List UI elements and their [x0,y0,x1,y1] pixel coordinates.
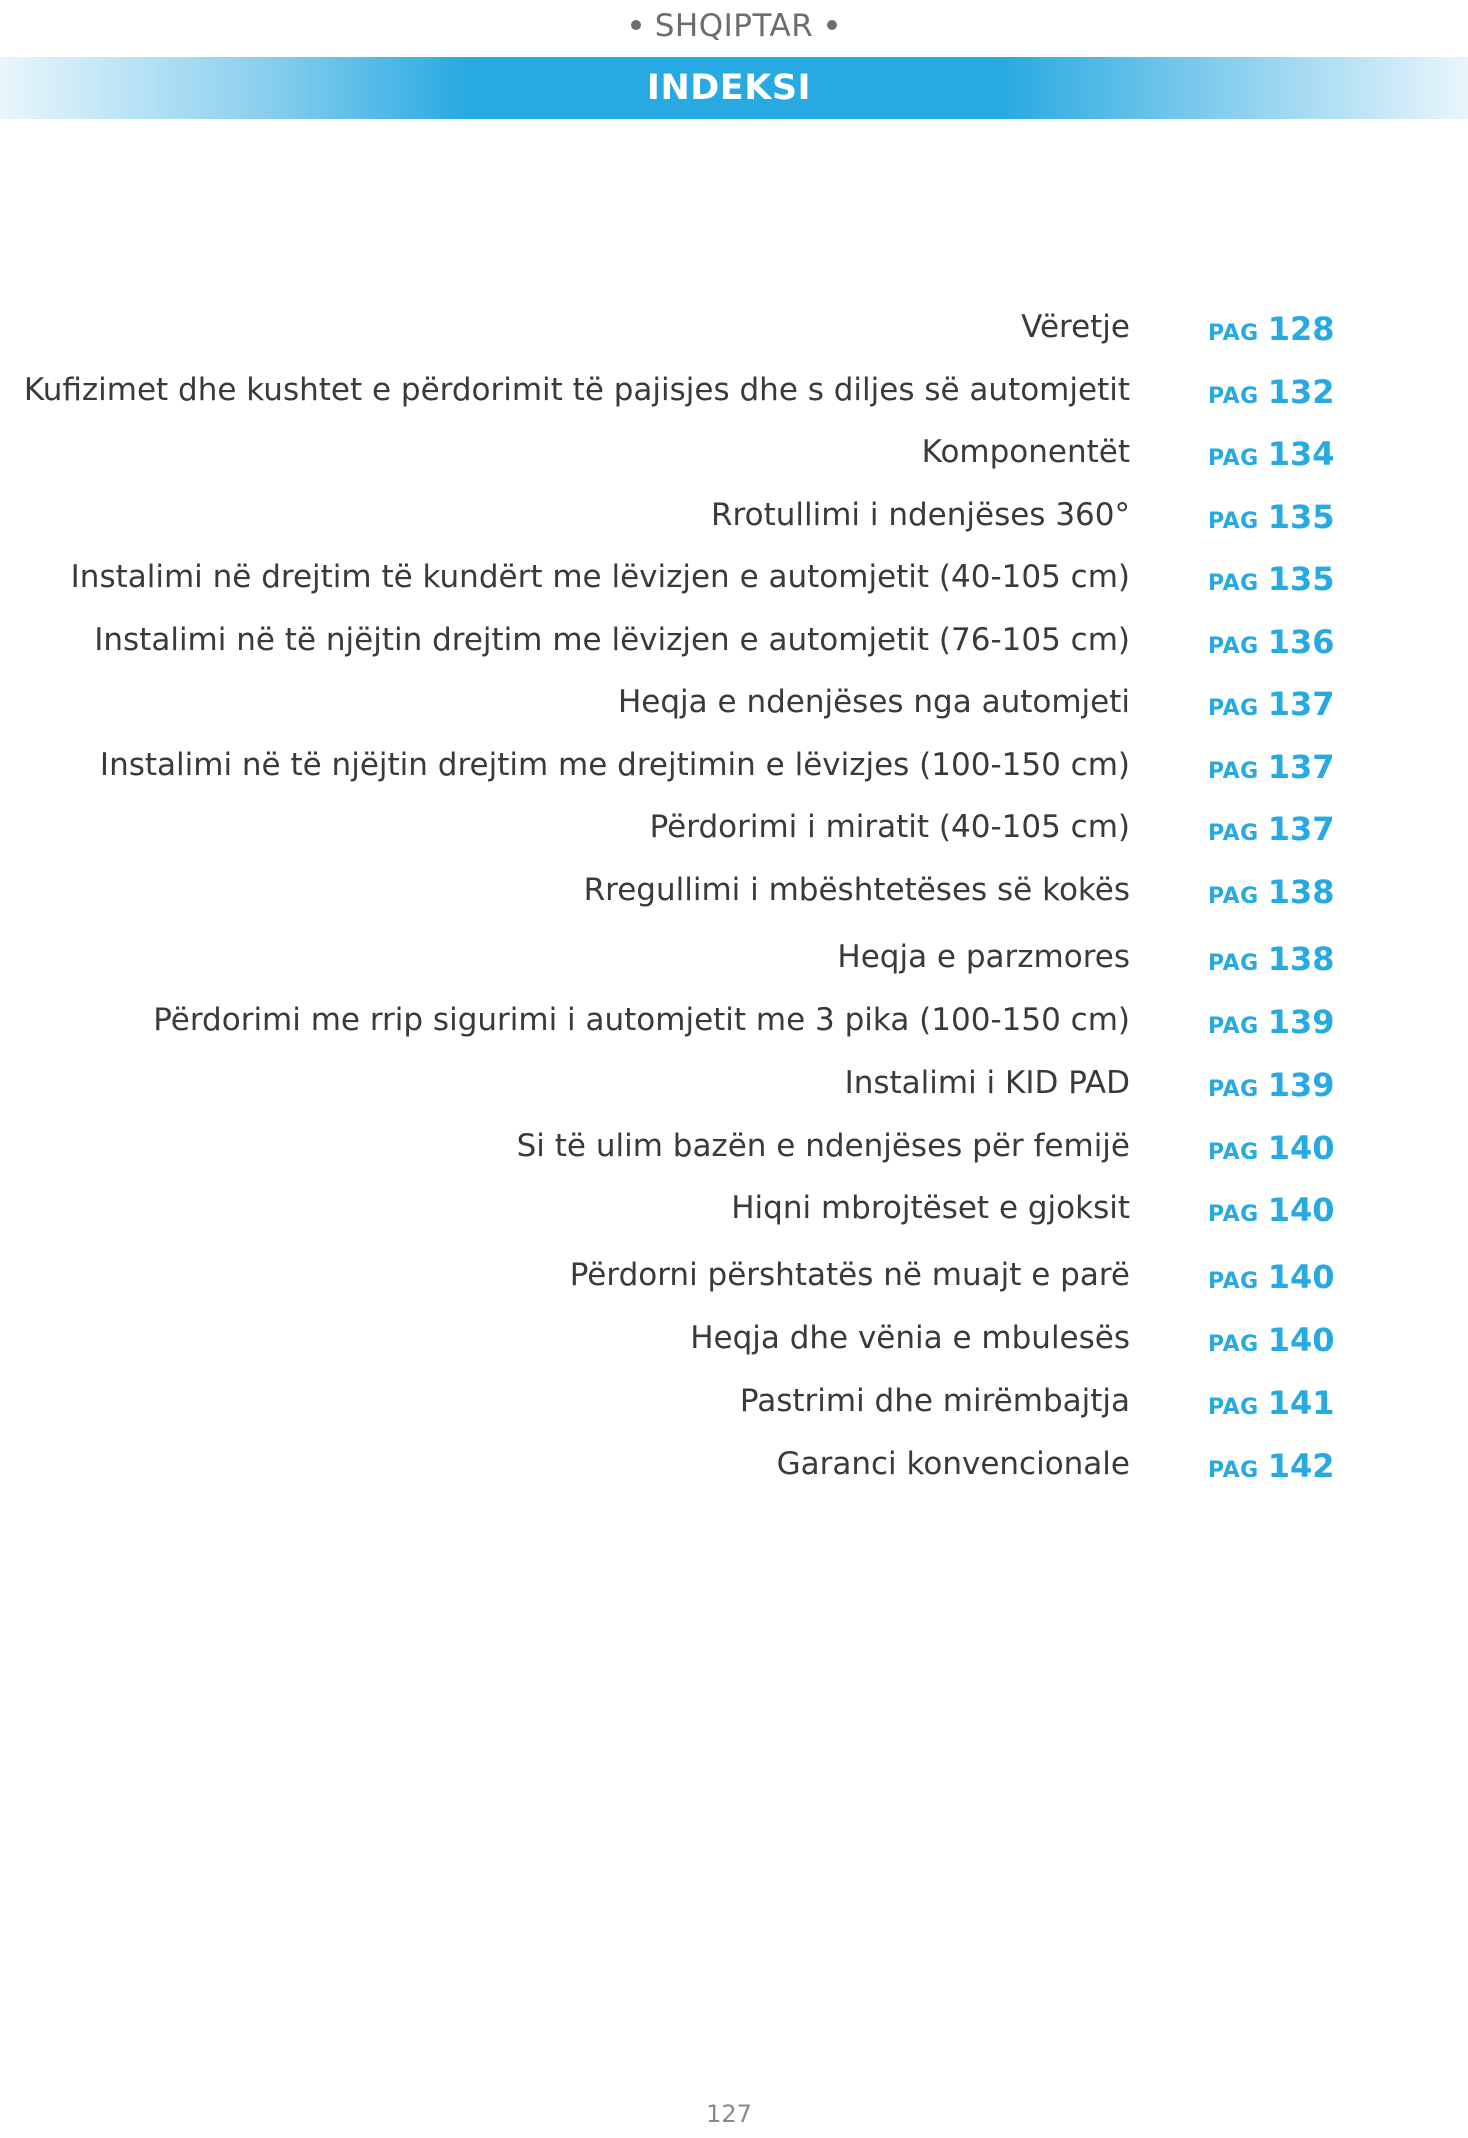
toc-entry[interactable] [0,1061,1468,1123]
page-prefix: PAG [1208,571,1259,596]
toc-entry[interactable] [0,1186,1468,1248]
toc-entry-label: Heqja dhe vënia e mbulesës [690,1320,1130,1356]
page-prefix: PAG [1208,1269,1259,1294]
toc-entry-label: Instalimi në drejtim të kundërt me lëvizjen e automjetit (40-105 cm) [70,559,1130,595]
toc-entry-page[interactable] [1208,432,1335,482]
toc-entry-page[interactable] [1208,370,1335,420]
toc-entry-label: Instalimi i KID PAD [844,1065,1130,1101]
page-number-ref: 138 [1267,940,1335,978]
page-title: INDEKSI [646,68,812,108]
toc-entry[interactable] [0,555,1468,617]
toc-entry-page[interactable] [1208,557,1335,607]
page-prefix: PAG [1208,446,1259,471]
toc-entry[interactable] [0,743,1468,805]
toc-entry[interactable] [0,618,1468,680]
page-number-ref: 140 [1267,1258,1335,1296]
toc-entry-label: Rrotullimi i ndenjëses 360° [711,497,1130,533]
page-prefix: PAG [1208,951,1259,976]
page-number-ref: 136 [1267,623,1335,661]
toc-entry[interactable] [0,935,1468,997]
toc-entry-label: Komponentët [921,434,1130,470]
toc-entry-label: Përdorni përshtatës në muajt e parë [569,1257,1130,1293]
toc-entry[interactable] [0,305,1468,367]
toc-entry-label: Pastrimi dhe mirëmbajtja [739,1383,1130,1419]
toc-entry[interactable] [0,1316,1468,1378]
page-number-ref: 140 [1267,1129,1335,1167]
toc-entry-label: Garanci konvencionale [776,1446,1130,1482]
toc-entry[interactable] [0,430,1468,492]
language-header [0,6,1468,46]
page-number-ref: 135 [1267,498,1335,536]
page-number-ref: 135 [1267,560,1335,598]
page-number-ref: 134 [1267,435,1335,473]
toc-entry[interactable] [0,1253,1468,1315]
toc-entry-page[interactable] [1208,307,1335,357]
page-prefix: PAG [1208,759,1259,784]
page-prefix: PAG [1208,1077,1259,1102]
toc-entry-label: Rregullimi i mbështetëses së kokës [583,872,1130,908]
toc-entry[interactable] [0,998,1468,1060]
bullet-dot-icon [631,20,641,30]
toc-entry-page[interactable] [1208,1063,1335,1113]
page-prefix: PAG [1208,1202,1259,1227]
toc-entry[interactable] [0,805,1468,867]
toc-entry[interactable] [0,868,1468,930]
toc-entry-page[interactable] [1208,870,1335,920]
toc-entry-label: Kufizimet dhe kushtet e përdorimit të pajisjes dhe s diljes së automjetit [23,372,1130,408]
page-number-ref: 139 [1267,1066,1335,1104]
page-prefix: PAG [1208,321,1259,346]
page-number-ref: 137 [1267,748,1335,786]
page-prefix: PAG [1208,1140,1259,1165]
page-prefix: PAG [1208,634,1259,659]
toc-entry[interactable] [0,1379,1468,1441]
page-prefix: PAG [1208,1014,1259,1039]
page-prefix: PAG [1208,509,1259,534]
page-number-ref: 142 [1267,1447,1335,1485]
toc-entry-label: Si të ulim bazën e ndenjëses për femijë [516,1128,1130,1164]
page-prefix: PAG [1208,384,1259,409]
toc-entry-page[interactable] [1208,1000,1335,1050]
bullet-dot-icon [827,20,837,30]
toc-entry-label: Heqja e parzmores [837,939,1130,975]
toc-entry[interactable] [0,1442,1468,1504]
page-number-ref: 140 [1267,1321,1335,1359]
toc-entry-label: Përdorimi i miratit (40-105 cm) [649,809,1130,845]
toc-entry-label: Hiqni mbrojtëset e gjoksit [731,1190,1130,1226]
page-prefix: PAG [1208,884,1259,909]
page-number-ref: 141 [1267,1384,1335,1422]
toc-entry-label: Heqja e ndenjëses nga automjeti [618,684,1130,720]
toc-entry[interactable] [0,493,1468,555]
page-prefix: PAG [1208,1458,1259,1483]
toc-entry-page[interactable] [1208,620,1335,670]
toc-entry-page[interactable] [1208,807,1335,857]
toc-entry[interactable] [0,680,1468,742]
page-number-ref: 137 [1267,685,1335,723]
page-prefix: PAG [1208,1332,1259,1357]
page-number-ref: 138 [1267,873,1335,911]
toc-entry-page[interactable] [1208,1188,1335,1238]
toc-entry-page[interactable] [1208,682,1335,732]
toc-entry-page[interactable] [1208,1381,1335,1431]
page-number: 127 [706,2100,752,2128]
page-number-ref: 128 [1267,310,1335,348]
page-number-ref: 132 [1267,373,1335,411]
toc-entry[interactable] [0,1124,1468,1186]
toc-entry-label: Instalimi në të njëjtin drejtim me lëvizjen e automjetit (76-105 cm) [94,622,1130,658]
language-label: SHQIPTAR [654,8,814,44]
toc-entry-page[interactable] [1208,937,1335,987]
page-number-ref: 139 [1267,1003,1335,1041]
toc-entry-page[interactable] [1208,1255,1335,1305]
page-number-ref: 137 [1267,810,1335,848]
toc-entry-page[interactable] [1208,495,1335,545]
toc-entry-label: Përdorimi me rrip sigurimi i automjetit me 3 pika (100-150 cm) [153,1002,1130,1038]
toc-entry-page[interactable] [1208,1444,1335,1494]
toc-entry-label: Instalimi në të njëjtin drejtim me drejtimin e lëvizjes (100-150 cm) [99,747,1130,783]
page-number-ref: 140 [1267,1191,1335,1229]
toc-entry-label: Vëretje [1021,309,1130,345]
toc-entry-page[interactable] [1208,1126,1335,1176]
page-prefix: PAG [1208,696,1259,721]
page-prefix: PAG [1208,821,1259,846]
title-band [0,57,1468,119]
toc-entry-page[interactable] [1208,745,1335,795]
toc-entry-page[interactable] [1208,1318,1335,1368]
toc-entry[interactable] [0,368,1468,430]
page-prefix: PAG [1208,1395,1259,1420]
